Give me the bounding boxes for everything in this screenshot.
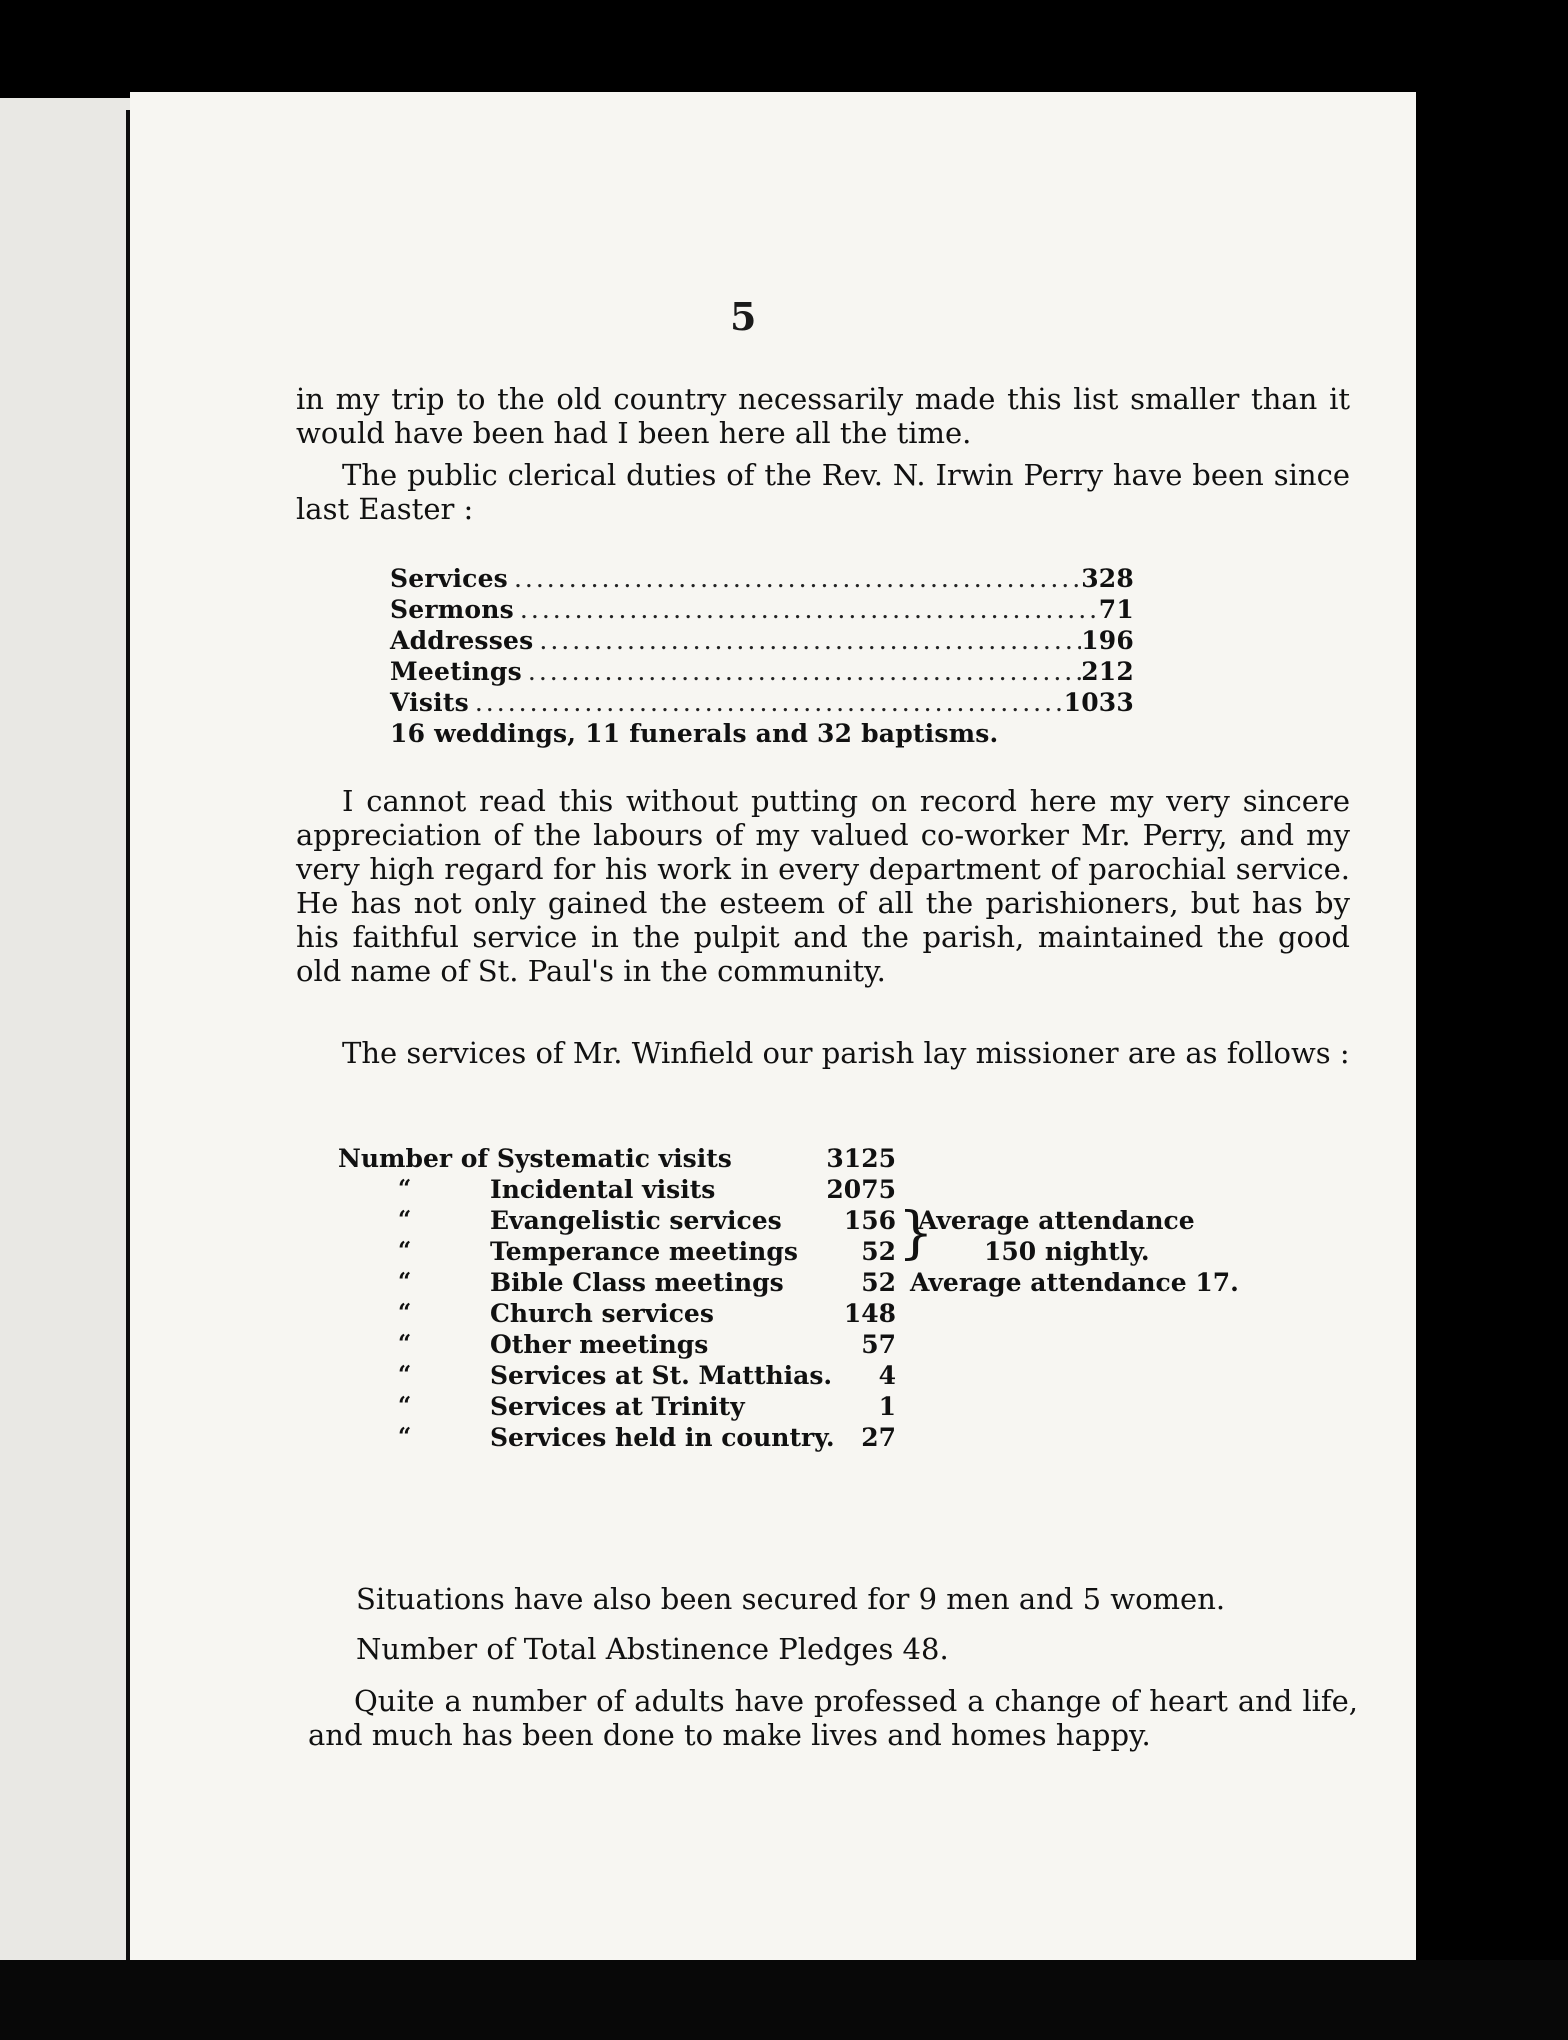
mission-value: 2075: [826, 1175, 896, 1204]
mission-row: [338, 1206, 1238, 1237]
mission-label: Incidental visits: [490, 1175, 716, 1204]
ditto-mark: “: [398, 1361, 412, 1388]
right-brace: }: [898, 1201, 934, 1266]
mission-label: Services at St. Matthias.: [490, 1361, 833, 1390]
facing-page: [0, 98, 132, 1960]
mission-label: Services held in country.: [490, 1423, 835, 1452]
ditto-mark: “: [398, 1268, 412, 1295]
stat-label: Meetings: [390, 657, 522, 686]
mission-row: [338, 1144, 1238, 1175]
mission-row: [338, 1237, 1238, 1268]
mission-value: 148: [843, 1299, 896, 1328]
stat-row-addresses: [390, 626, 1134, 657]
stat-label: Sermons: [390, 595, 514, 624]
stat-value: 212: [1081, 657, 1134, 686]
ditto-mark: “: [398, 1423, 412, 1450]
page-number: 5: [730, 294, 757, 339]
mission-label: Services at Trinity: [490, 1392, 745, 1421]
scan-border: [0, 1960, 1568, 2040]
appreciation-paragraph: I cannot read this without putting on record here my very sincere appreciation of the labours of my valued co-worker Mr. Perry, and my very high regard for his work in every department of parochial service. He has not only gained the esteem of all the parishioners, but has by his faithful service in the pulpit and the parish, maintained the good old name of St. Paul's in the community.: [296, 784, 1350, 988]
mission-label: Temperance meetings: [490, 1237, 798, 1266]
stat-label: Visits: [390, 688, 469, 717]
mission-value: 57: [861, 1330, 896, 1359]
mission-label: Systematic visits: [496, 1144, 732, 1173]
perry-intro-paragraph: The public clerical duties of the Rev. N. Irwin Perry have been since last Easter :: [296, 458, 1350, 526]
mission-row: [338, 1361, 1238, 1392]
mission-label: Bible Class meetings: [490, 1268, 784, 1297]
continuation-paragraph: in my trip to the old country necessarily made this list smaller than it would have been had I been here all the time.: [296, 382, 1350, 450]
attendance-note: Average attendance: [918, 1206, 1195, 1235]
attendance-note: Average attendance 17.: [910, 1268, 1239, 1297]
ditto-mark: “: [398, 1175, 412, 1202]
ditto-mark: “: [398, 1206, 412, 1233]
stat-row-services: [390, 564, 1134, 595]
conclusion-paragraph: Quite a number of adults have professed a change of heart and life, and much has been done to make lives and homes happy.: [308, 1684, 1358, 1752]
situations-line: Situations have also been secured for 9 men and 5 women.: [356, 1582, 1226, 1616]
stat-row-visits: [390, 688, 1134, 719]
mission-row: [338, 1330, 1238, 1361]
ditto-mark: “: [398, 1330, 412, 1357]
stat-value: 71: [1098, 595, 1134, 624]
stat-label: Addresses: [390, 626, 534, 655]
stat-value: 196: [1081, 626, 1134, 655]
missioner-stats-list: [338, 1144, 1238, 1454]
mission-row: [338, 1423, 1238, 1454]
winfield-intro-paragraph: The services of Mr. Winfield our parish lay missioner are as follows :: [342, 1036, 1350, 1070]
ditto-mark: “: [398, 1237, 412, 1264]
mission-value: 156: [843, 1206, 896, 1235]
mission-row: [338, 1268, 1238, 1299]
stat-label: Services: [390, 564, 508, 593]
mission-label: Evangelistic services: [490, 1206, 782, 1235]
perry-summary: 16 weddings, 11 funerals and 32 baptisms.: [390, 719, 999, 748]
mission-row: [338, 1392, 1238, 1423]
mission-prefix: Number of: [338, 1144, 489, 1173]
mission-value: 27: [861, 1423, 896, 1452]
mission-value: 52: [861, 1268, 896, 1297]
stat-row-sermons: [390, 595, 1134, 626]
mission-row: [338, 1299, 1238, 1330]
mission-value: 4: [878, 1361, 896, 1390]
ditto-mark: “: [398, 1392, 412, 1419]
document-page: [130, 92, 1416, 1960]
perry-stats-list: [390, 564, 1134, 750]
stat-row-meetings: [390, 657, 1134, 688]
stat-value: 328: [1081, 564, 1134, 593]
pledges-line: Number of Total Abstinence Pledges 48.: [356, 1632, 949, 1666]
attendance-note: 150 nightly.: [984, 1237, 1150, 1266]
stat-value: 1033: [1063, 688, 1134, 717]
mission-label: Other meetings: [490, 1330, 709, 1359]
mission-value: 3125: [826, 1144, 896, 1173]
mission-value: 52: [861, 1237, 896, 1266]
mission-row: [338, 1175, 1238, 1206]
mission-value: 1: [878, 1392, 896, 1421]
mission-label: Church services: [490, 1299, 714, 1328]
ditto-mark: “: [398, 1299, 412, 1326]
